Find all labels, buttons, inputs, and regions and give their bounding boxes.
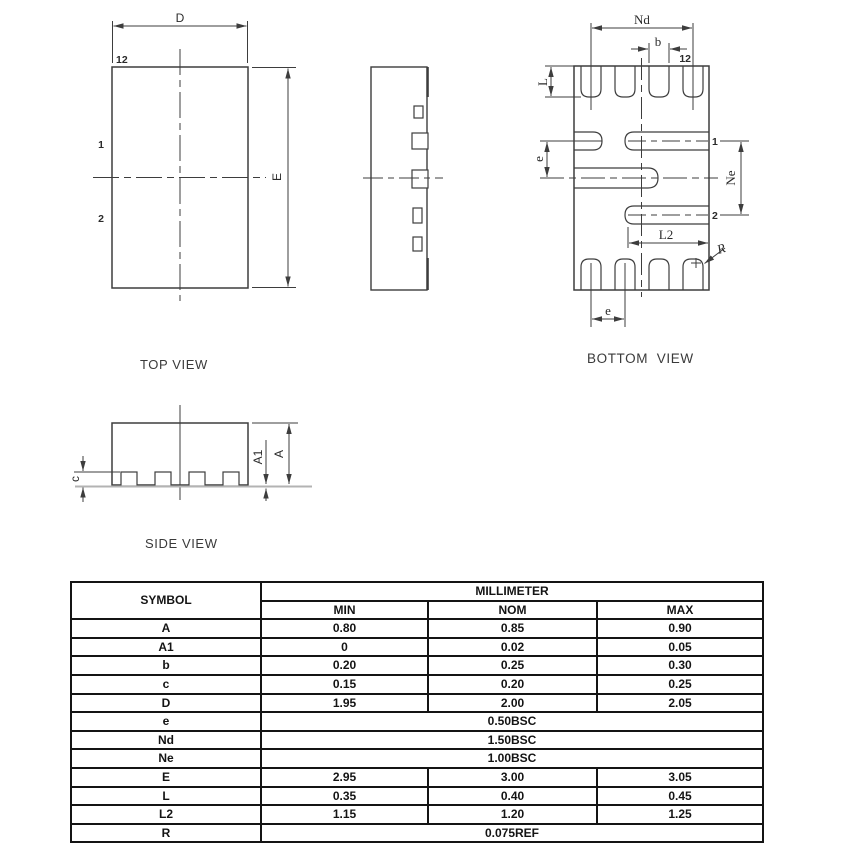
bottom-view-dim-L xyxy=(545,66,581,97)
cell-symbol: E xyxy=(71,768,261,787)
cell-span-value: 0.50BSC xyxy=(261,712,763,731)
table-row xyxy=(71,787,763,806)
bottom-view-label-Nd: Nd xyxy=(634,12,650,27)
cell-min: 0.20 xyxy=(261,656,428,675)
cell-max: 0.90 xyxy=(597,619,763,638)
bottom-view-label-L: L xyxy=(535,78,550,86)
side-view-label-A: A xyxy=(272,449,286,459)
cell-min: 0.15 xyxy=(261,675,428,694)
cell-nom: 3.00 xyxy=(428,768,597,787)
cell-symbol: R xyxy=(71,824,261,843)
cell-symbol: A xyxy=(71,619,261,638)
top-view-pin1-label: 1 xyxy=(98,139,104,151)
table-row xyxy=(71,731,763,750)
cell-nom: 0.40 xyxy=(428,787,597,806)
side-view-label-c: c xyxy=(68,476,82,482)
top-view-drawing xyxy=(80,5,310,315)
cell-nom: 0.85 xyxy=(428,619,597,638)
bottom-view-label-e-bottom: e xyxy=(605,303,611,318)
table-row xyxy=(71,694,763,713)
bottom-view-label-b: b xyxy=(654,34,662,49)
header-nom: NOM xyxy=(428,601,597,620)
table-row xyxy=(71,805,763,824)
cell-min: 0.80 xyxy=(261,619,428,638)
cell-max: 0.25 xyxy=(597,675,763,694)
bottom-view-drawing xyxy=(520,5,780,335)
cell-max: 0.30 xyxy=(597,656,763,675)
cell-max: 0.45 xyxy=(597,787,763,806)
header-symbol: SYMBOL xyxy=(71,582,261,619)
bottom-view-pin2-label: 2 xyxy=(712,210,718,222)
cell-nom: 0.02 xyxy=(428,638,597,657)
bottom-view-centerlines xyxy=(540,58,718,297)
cell-min: 0 xyxy=(261,638,428,657)
cell-symbol: D xyxy=(71,694,261,713)
cell-max: 3.05 xyxy=(597,768,763,787)
bottom-view-pin12-label: 12 xyxy=(679,53,691,65)
dimension-table xyxy=(70,581,764,843)
top-view-title: TOP VIEW xyxy=(140,357,208,372)
table-row xyxy=(71,638,763,657)
cell-nom: 1.20 xyxy=(428,805,597,824)
bottom-view-dim-e-left xyxy=(540,141,602,177)
bottom-view-title: BOTTOM VIEW xyxy=(587,351,694,366)
header-max: MAX xyxy=(597,601,763,620)
top-view-centerlines xyxy=(93,49,266,301)
table-row xyxy=(71,619,763,638)
cell-span-value: 1.50BSC xyxy=(261,731,763,750)
table-row xyxy=(71,656,763,675)
top-view-pin12-label: 12 xyxy=(116,54,128,66)
table-row xyxy=(71,675,763,694)
table-row xyxy=(71,712,763,731)
cell-nom: 0.25 xyxy=(428,656,597,675)
cell-symbol: e xyxy=(71,712,261,731)
bottom-view-label-Ne: Ne xyxy=(723,170,738,186)
cell-symbol: L2 xyxy=(71,805,261,824)
cell-min: 1.95 xyxy=(261,694,428,713)
cell-symbol: Nd xyxy=(71,731,261,750)
bottom-view-pin1-label: 1 xyxy=(712,136,718,148)
table-row xyxy=(71,824,763,843)
cell-symbol: Ne xyxy=(71,749,261,768)
profile-view-drawing xyxy=(350,40,460,310)
cell-min: 1.15 xyxy=(261,805,428,824)
table-row xyxy=(71,768,763,787)
bottom-view-label-R: R xyxy=(715,240,728,257)
table-header-row-1 xyxy=(71,582,763,601)
cell-symbol: L xyxy=(71,787,261,806)
side-view-label-A1: A1 xyxy=(251,449,265,465)
cell-max: 0.05 xyxy=(597,638,763,657)
header-millimeter: MILLIMETER xyxy=(261,582,763,601)
cell-nom: 0.20 xyxy=(428,675,597,694)
bottom-view-label-L2: L2 xyxy=(658,227,674,242)
cell-span-value: 1.00BSC xyxy=(261,749,763,768)
table-row xyxy=(71,749,763,768)
cell-min: 2.95 xyxy=(261,768,428,787)
cell-symbol: A1 xyxy=(71,638,261,657)
cell-max: 2.05 xyxy=(597,694,763,713)
side-view-title: SIDE VIEW xyxy=(145,536,218,551)
bottom-view-label-e-left: e xyxy=(531,156,546,162)
cell-nom: 2.00 xyxy=(428,694,597,713)
cell-max: 1.25 xyxy=(597,805,763,824)
header-min: MIN xyxy=(261,601,428,620)
top-view-label-D: D xyxy=(175,11,185,25)
cell-min: 0.35 xyxy=(261,787,428,806)
cell-symbol: c xyxy=(71,675,261,694)
cell-symbol: b xyxy=(71,656,261,675)
top-view-label-E: E xyxy=(270,172,284,182)
top-view-pin2-label: 2 xyxy=(98,213,104,225)
cell-span-value: 0.075REF xyxy=(261,824,763,843)
